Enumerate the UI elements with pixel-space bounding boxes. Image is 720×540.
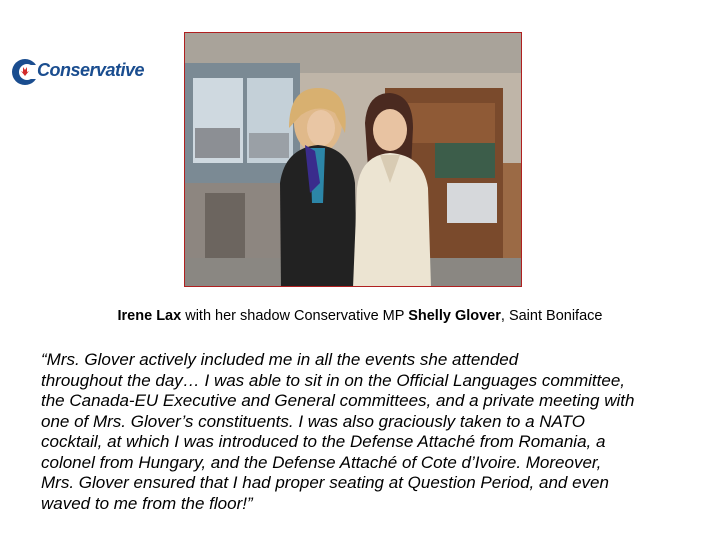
conservative-c-logo-icon [10, 57, 40, 87]
caption-name-irene-lax: Irene Lax [117, 308, 182, 324]
photo-caption [0, 308, 720, 324]
logo-text: Conservative [37, 60, 145, 80]
caption-name-shelly-glover: Shelly Glover [408, 308, 501, 324]
caption-middle-text: with her shadow Conservative MP [181, 308, 409, 324]
photo-irene-lax-shelly-glover [184, 32, 522, 287]
conservative-logo [10, 56, 145, 88]
caption-tail-text: , Saint Boniface [500, 308, 603, 324]
testimonial-quote: “Mrs. Glover actively included me in all the events she attended throughout the day… I was able to sit in on the Official Languages committee, the Canada-EU Executive and General committees, and a private meeting with one of Mrs. Glover’s constituents. I was also graciously taken to a NATO cocktail, at which I was introduced to the Defense Attaché from Romania, a colonel from Hungary, and the Defense Attaché of Cote d’Ivoire. Moreover, Mrs. Glover ensured that I had proper seating at Question Period, and even waved to me from the floor!” [41, 350, 635, 513]
